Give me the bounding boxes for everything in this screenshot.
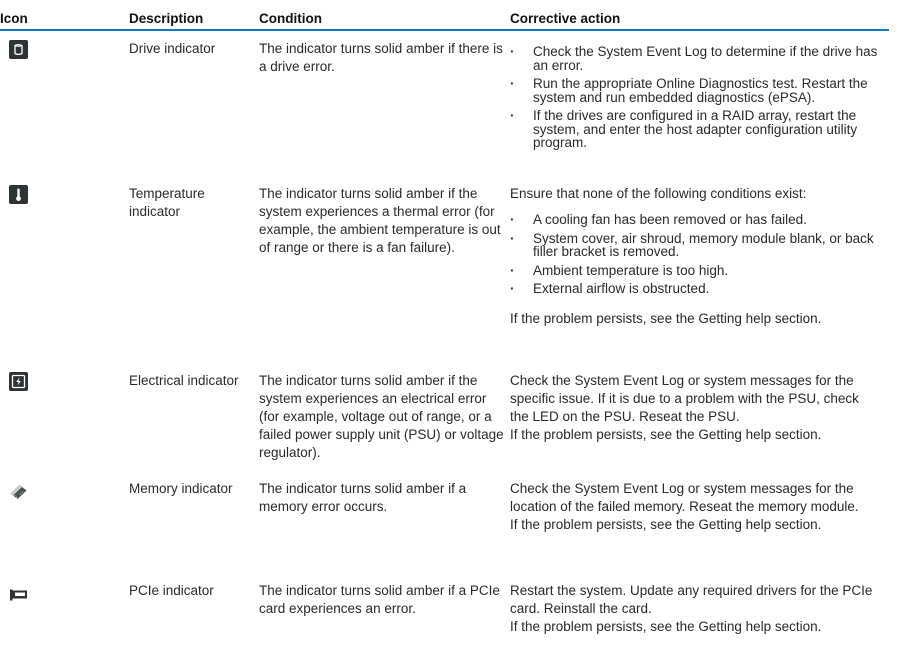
electrical-action-text: Check the System Event Log or system messages for the specific issue. If it is due to a problem with the PSU, check the LED on the PSU. Reseat the PSU. xyxy=(510,373,859,424)
header-condition: Condition xyxy=(259,11,322,26)
electrical-corrective-action xyxy=(510,372,880,444)
thermometer-icon xyxy=(9,185,28,204)
memory-action-text: Check the System Event Log or system messages for the location of the failed memory. Reseat the memory module. xyxy=(510,481,859,514)
temperature-action-outro: If the problem persists, see the Getting help section. xyxy=(510,310,822,326)
drive-description: Drive indicator xyxy=(129,41,216,56)
pcie-condition: The indicator turns solid amber if a PCIe card experiences an error. xyxy=(259,583,500,616)
drive-action-item: · Check the System Event Log to determine if the drive has an error. xyxy=(510,45,880,72)
temperature-action-item: · External airflow is obstructed. xyxy=(510,282,880,296)
header-icon: Icon xyxy=(0,11,28,26)
pcie-icon xyxy=(9,585,28,604)
temperature-action-item: · A cooling fan has been removed or has failed. xyxy=(510,213,880,227)
drive-condition: The indicator turns solid amber if there is a drive error. xyxy=(259,41,503,74)
memory-action-outro: If the problem persists, see the Getting help section. xyxy=(510,517,822,532)
electrical-condition: The indicator turns solid amber if the system experiences an electrical error (for example, voltage out of range, or a failed power supply unit (PSU) or voltage regulator). xyxy=(259,373,504,460)
temperature-action-item: · Ambient temperature is too high. xyxy=(510,264,880,278)
drive-corrective-action xyxy=(510,45,880,150)
temperature-condition: The indicator turns solid amber if the system experiences a thermal error (for example, the ambient temperature is out of range or there is a fan failure). xyxy=(259,186,501,255)
pcie-description: PCIe indicator xyxy=(129,583,214,598)
header-corrective-action: Corrective action xyxy=(510,11,621,26)
temperature-action-item: · System cover, air shroud, memory module blank, or back filler bracket is removed. xyxy=(510,232,880,259)
electrical-description: Electrical indicator xyxy=(129,373,239,388)
memory-description: Memory indicator xyxy=(129,481,233,496)
memory-icon xyxy=(9,482,28,501)
pcie-corrective-action xyxy=(510,582,880,636)
temperature-description: Temperature indicator xyxy=(129,186,205,219)
drive-action-item: · Run the appropriate Online Diagnostics test. Restart the system and run embedded diagnostics (ePSA). xyxy=(510,77,880,104)
header-description: Description xyxy=(129,11,204,26)
memory-corrective-action xyxy=(510,480,880,534)
pcie-action-outro: If the problem persists, see the Getting help section. xyxy=(510,619,822,634)
drive-action-item: · If the drives are configured in a RAID array, restart the system, and enter the host adapter configuration utility program. xyxy=(510,109,880,150)
header-rule xyxy=(0,29,889,31)
temperature-corrective-action xyxy=(510,185,880,328)
pcie-action-text: Restart the system. Update any required drivers for the PCIe card. Reinstall the card. xyxy=(510,583,873,616)
temperature-action-intro: Ensure that none of the following conditions exist: xyxy=(510,186,807,201)
memory-condition: The indicator turns solid amber if a memory error occurs. xyxy=(259,481,467,514)
drive-icon xyxy=(9,40,28,59)
electrical-icon xyxy=(9,372,28,391)
electrical-action-outro: If the problem persists, see the Getting help section. xyxy=(510,427,822,442)
